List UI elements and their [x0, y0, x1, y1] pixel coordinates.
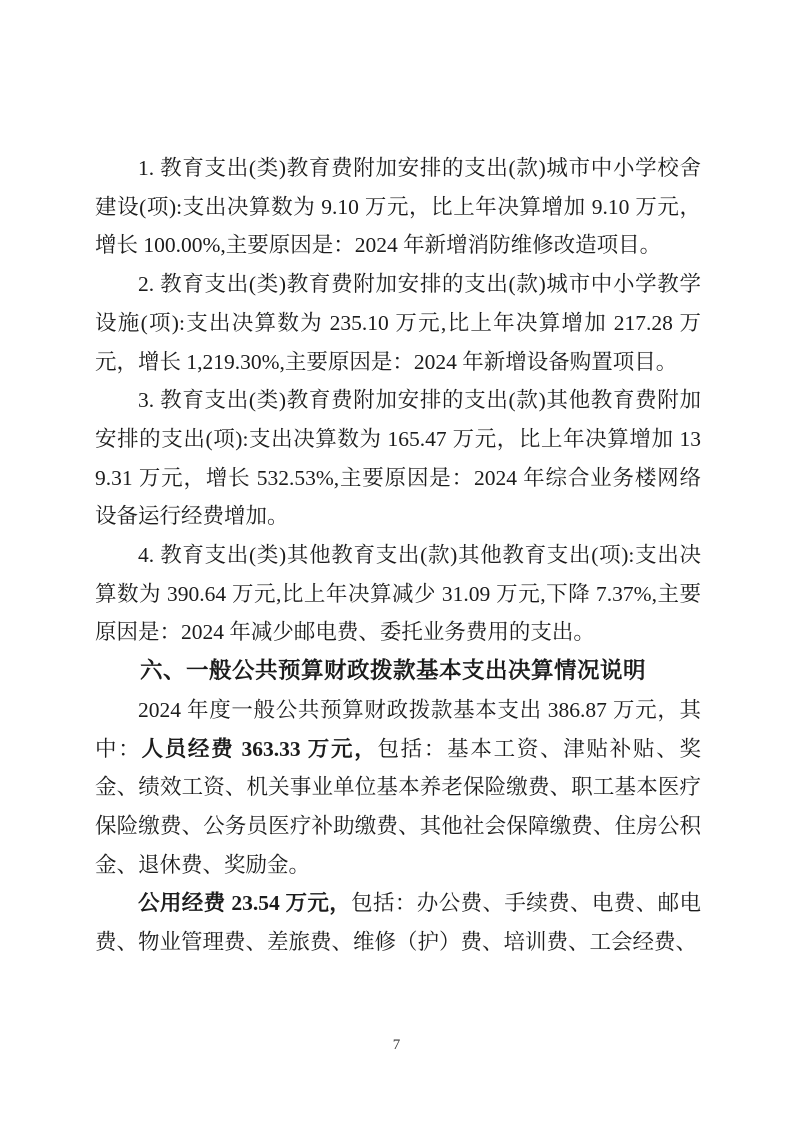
bold-text-run: 人员经费 363.33 万元， [141, 736, 378, 761]
bold-text-run: 公用经费 23.54 万元， [138, 891, 352, 916]
text-run: 1. 教育支出(类)教育费附加安排的支出(款)城市中小学校舍建设(项):支出决算数为 9.10 万元，比上年决算增加 9.10 万元，增长 100.00%,主要原因是：2024 年新增消防维修改造项目。 [95, 156, 701, 258]
section-heading-6 [95, 652, 701, 691]
paragraph-education-1 [95, 149, 701, 265]
paragraph-education-4 [95, 536, 701, 652]
text-run: 包括：办公费、手续费、电费、邮电费、物业管理费、差旅费、维修（护）费、培训费、工会经费、 [95, 891, 701, 955]
paragraph-education-2 [95, 265, 701, 381]
paragraph-basic-expenditure [95, 691, 701, 885]
paragraph-public-funds [95, 884, 701, 961]
text-run: 3. 教育支出(类)教育费附加安排的支出(款)其他教育费附加安排的支出(项):支出决算数为 165.47 万元，比上年决算增加 139.31 万元，增长 532.53%,主要原因是：2024 年综合业务楼网络设备运行经费增加。 [95, 388, 701, 529]
page-number: 7 [392, 1037, 401, 1053]
paragraph-education-3 [95, 381, 701, 536]
text-run: 2. 教育支出(类)教育费附加安排的支出(款)城市中小学教学设施(项):支出决算数为 235.10 万元,比上年决算增加 217.28 万元，增长 1,219.30%,主要原因是：2024 年新增设备购置项目。 [95, 272, 701, 374]
document-body [95, 149, 701, 962]
text-run: 4. 教育支出(类)其他教育支出(款)其他教育支出(项):支出决算数为 390.64 万元,比上年决算减少 31.09 万元,下降 7.37%,主要原因是：2024 年减少邮电费、委托业务费用的支出。 [95, 543, 701, 645]
bold-text-run: 六、一般公共预算财政拨款基本支出决算情况说明 [140, 658, 647, 684]
text-run: 包括：基本工资、津贴补贴、奖金、绩效工资、机关事业单位基本养老保险缴费、职工基本医疗保险缴费、公务员医疗补助缴费、其他社会保障缴费、住房公积金、退休费、奖励金。 [95, 736, 701, 877]
text-run: 2024 年度一般公共预算财政拨款基本支出 386.87 万元，其中： [95, 697, 701, 761]
